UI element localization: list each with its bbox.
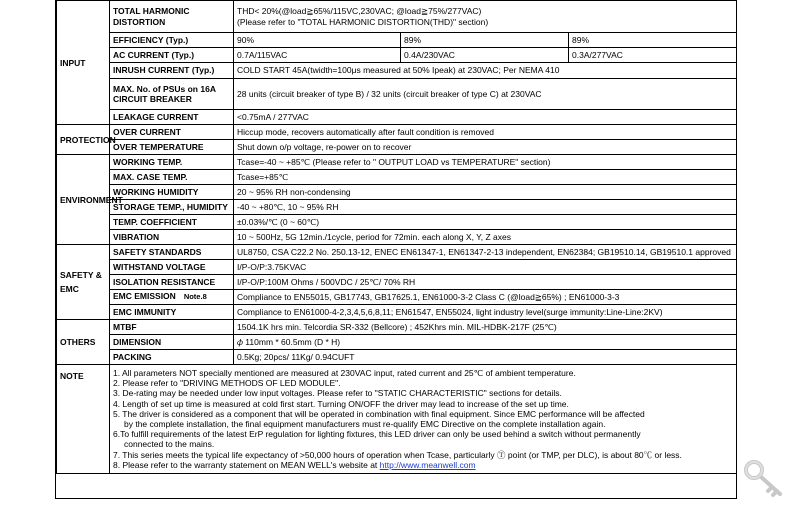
row-label-text: OVER CURRENT: [113, 126, 182, 137]
spec-row: [57, 230, 737, 245]
spec-row: [57, 200, 737, 215]
row-value: [234, 185, 737, 200]
spec-row: [57, 79, 737, 110]
row-value: [234, 350, 737, 365]
row-label: [110, 230, 234, 245]
row-value-line: Shut down o/p voltage, re-power on to recover: [237, 141, 412, 152]
spec-row: [57, 48, 737, 63]
spec-row: [57, 63, 737, 79]
row-label-text: TOTAL HARMONIC DISTORTION: [113, 6, 190, 27]
spec-row: [57, 275, 737, 290]
meanwell-website-link[interactable]: http://www.meanwell.com: [379, 459, 476, 470]
note-line: by the complete installation, the final equipment manufacturers must re-qualify EMC Directive on the complete installation again.: [124, 419, 606, 430]
row-value-line: COLD START 45A(twidth=100μs measured at 50% Ipeak) at 230VAC; Per NEMA 410: [237, 65, 560, 76]
row-value-line: THD< 20%(@load≧65%/115VC,230VAC; @load≧75%/277VAC): [237, 6, 482, 16]
note-line: 4. Length of set up time is measured at cold first start. Turning ON/OFF the driver may lead to increase of the set up time.: [113, 398, 569, 409]
row-label-text: AC CURRENT (Typ.): [113, 49, 195, 60]
row-label: [110, 245, 234, 260]
row-value: [234, 110, 737, 125]
row-label: [110, 140, 234, 155]
row-label-text: TEMP. COEFFICIENT: [113, 216, 197, 227]
row-value: [234, 155, 737, 170]
note-line: 1. All parameters NOT specially mentioned are measured at 230VAC input, rated current and 25℃ of ambient temperature.: [113, 368, 576, 378]
row-value: [234, 140, 737, 155]
row-label-text: ISOLATION RESISTANCE: [113, 276, 216, 287]
row-label-text: WORKING TEMP.: [113, 156, 183, 167]
row-value-line: Tcase=-40 ~ +85℃ (Please refer to " OUTPUT LOAD vs TEMPERATURE" section): [237, 156, 551, 167]
row-value-col: 89%: [401, 33, 569, 48]
row-label: [110, 110, 234, 125]
row-value-line: 10 ~ 500Hz, 5G 12min./1cycle, period for 72min. each along X, Y, Z axes: [237, 231, 511, 242]
row-label-text: LEAKAGE CURRENT: [113, 111, 199, 122]
spec-row: [57, 305, 737, 320]
row-value-line: 𝜙 110mm * 60.5mm (D * H): [237, 336, 341, 347]
row-label-text: DIMENSION: [113, 336, 162, 347]
row-label-text: OVER TEMPERATURE: [113, 141, 204, 152]
row-value: [234, 275, 737, 290]
spec-row: [57, 155, 737, 170]
row-label-text: SAFETY STANDARDS: [113, 246, 202, 257]
spec-row: [57, 290, 737, 305]
row-label-text: INRUSH CURRENT (Typ.): [113, 65, 215, 76]
row-value-line: Compliance to EN55015, GB17743, GB17625.1, EN61000-3-2 Class C (@load≧65%) ; EN61000-3-3: [237, 291, 620, 302]
row-value: [234, 1, 737, 33]
row-value: [234, 63, 737, 79]
note-line: 2. Please refer to "DRIVING METHODS OF LED MODULE".: [113, 378, 341, 389]
spec-row: [57, 350, 737, 365]
row-value: [234, 320, 737, 335]
note-line: connected to the mains.: [124, 439, 215, 450]
row-value: [234, 170, 737, 185]
section-label: SAFETY & EMC: [57, 245, 110, 320]
row-value-line: -40 ~ +80℃, 10 ~ 95% RH: [237, 201, 339, 212]
row-label: [110, 305, 234, 320]
row-label: [110, 290, 234, 305]
spec-row: [57, 1, 737, 33]
row-label-text: MTBF: [113, 321, 137, 332]
key-watermark-icon: [742, 458, 788, 500]
section-label: OTHERS: [57, 320, 110, 365]
note-line: 7. This series meets the typical life expectancy of >50,000 hours of operation when Tcase, particularly Ⓣ point (or TMP, per DLC), is about 80℃ or less.: [113, 449, 682, 460]
row-value-col: 0.4A/230VAC: [401, 48, 569, 63]
section-label: INPUT: [57, 1, 110, 125]
row-label: [110, 215, 234, 230]
note-line: 6.To fulfill requirements of the latest ErP regulation for lighting fixtures, this LED driver can only be used behind a switch without permanently: [113, 429, 641, 440]
spec-row: [57, 125, 737, 140]
row-value: [234, 200, 737, 215]
spec-row: [57, 33, 737, 48]
row-value: [234, 335, 737, 350]
row-label-text: EMC EMISSION: [113, 291, 176, 302]
row-label: [110, 350, 234, 365]
row-value: [234, 230, 737, 245]
row-value-line: 0.5Kg; 20pcs/ 11Kg/ 0.94CUFT: [237, 351, 355, 362]
note-line: 5. The driver is considered as a component that will be operated in combination with final equipment. Since EMC performance will be affected: [113, 408, 645, 419]
row-value-line: Hiccup mode, recovers automatically after fault condition is removed: [237, 126, 495, 137]
spec-row: [57, 245, 737, 260]
spec-row: [57, 110, 737, 125]
row-value-col: 89%: [569, 33, 737, 48]
row-label-text: MAX. No. of PSUs on 16A CIRCUIT BREAKER: [113, 83, 216, 104]
row-value: [234, 260, 737, 275]
spec-row: [57, 185, 737, 200]
row-label: [110, 33, 234, 48]
row-value: [234, 215, 737, 230]
row-label: [110, 200, 234, 215]
spec-row: [57, 140, 737, 155]
row-value-line: 1504.1K hrs min. Telcordia SR-332 (Bellcore) ; 452Khrs min. MIL-HDBK-217F (25℃): [237, 321, 557, 332]
row-label: [110, 155, 234, 170]
row-value: [234, 245, 737, 260]
row-value-line: I/P-O/P:3.75KVAC: [237, 261, 307, 272]
note-content: [110, 365, 737, 474]
row-value: [234, 125, 737, 140]
row-value-line: (Please refer to "TOTAL HARMONIC DISTORTION(THD)" section): [237, 16, 489, 27]
note-label: NOTE: [57, 365, 110, 474]
row-label: [110, 125, 234, 140]
row-value-line: 28 units (circuit breaker of type B) / 32 units (circuit breaker of type C) at 230VAC: [237, 88, 542, 99]
spec-row: [57, 215, 737, 230]
row-label-note: Note.8: [183, 292, 207, 302]
row-value-line: UL8750, CSA C22.2 No. 250.13-12, ENEC EN61347-1, EN61347-2-13 independent, EN62384; GB19510.14, GB19510.1 approved: [237, 246, 731, 257]
row-value: [234, 79, 737, 110]
spec-row: [57, 170, 737, 185]
spec-row: [57, 260, 737, 275]
spec-table: [56, 0, 737, 474]
row-value: [234, 290, 737, 305]
row-value: [234, 305, 737, 320]
row-label: [110, 79, 234, 110]
row-label-text: MAX. CASE TEMP.: [113, 171, 188, 182]
spec-row: [57, 335, 737, 350]
row-value-line: ±0.03%/℃ (0 ~ 60℃): [237, 216, 320, 227]
row-label: [110, 185, 234, 200]
spec-row: [57, 320, 737, 335]
section-label: ENVIRONMENT: [57, 155, 110, 245]
row-value-line: Compliance to EN61000-4-2,3,4,5,6,8,11; EN61547, EN55024, light industry level(surge immunity:Line-Line:2KV): [237, 306, 663, 317]
row-label-text: WORKING HUMIDITY: [113, 186, 199, 197]
section-label: PROTECTION: [57, 125, 110, 155]
row-value-col: 90%: [234, 33, 401, 48]
row-label: [110, 320, 234, 335]
note-line: 3. De-rating may be needed under low input voltages. Please refer to "STATIC CHARACTERISTIC" sections for details.: [113, 388, 562, 399]
row-value-col: 0.3A/277VAC: [569, 48, 737, 63]
row-label-text: PACKING: [113, 351, 152, 362]
row-label-text: EFFICIENCY (Typ.): [113, 34, 189, 45]
row-value-line: 20 ~ 95% RH non-condensing: [237, 186, 351, 197]
row-label: [110, 63, 234, 79]
row-label-text: WITHSTAND VOLTAGE: [113, 261, 206, 272]
row-label: [110, 48, 234, 63]
row-label-text: VIBRATION: [113, 231, 160, 242]
row-value-col: 0.7A/115VAC: [234, 48, 401, 63]
row-value-line: I/P-O/P:100M Ohms / 500VDC / 25℃/ 70% RH: [237, 276, 416, 287]
row-label: [110, 275, 234, 290]
row-label: [110, 170, 234, 185]
note-line: 8. Please refer to the warranty statement on MEAN WELL's website at http://www.meanwell.com: [113, 459, 476, 470]
row-label: [110, 1, 234, 33]
row-value-line: <0.75mA / 277VAC: [237, 111, 309, 122]
row-label: [110, 335, 234, 350]
row-label-text: STORAGE TEMP., HUMIDITY: [113, 201, 228, 212]
row-label-text: EMC IMMUNITY: [113, 306, 177, 317]
row-label: [110, 260, 234, 275]
note-row: [57, 365, 737, 474]
spec-sheet: [55, 0, 737, 499]
row-value-line: Tcase=+85℃: [237, 171, 289, 182]
